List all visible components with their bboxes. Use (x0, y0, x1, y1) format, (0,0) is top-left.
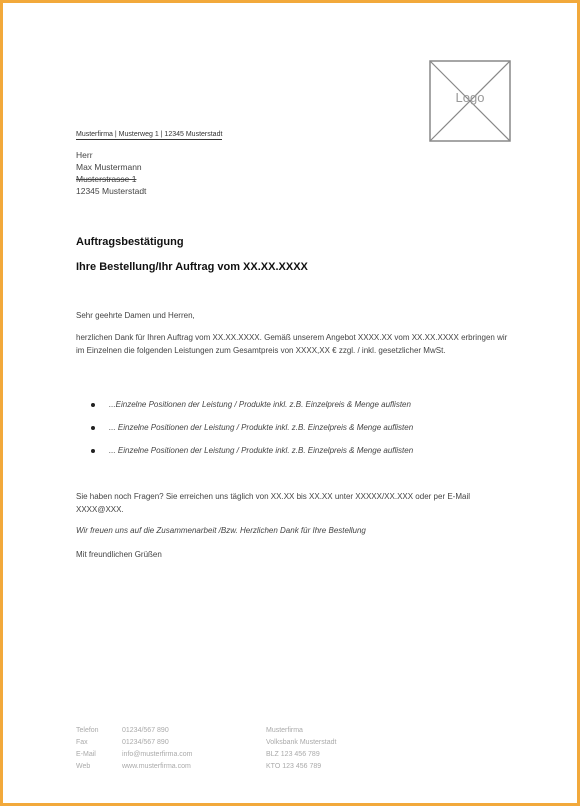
item-list (91, 400, 413, 469)
footer-label: E-Mail (76, 751, 96, 758)
footer-bank-line: Volksbank Musterstadt (266, 739, 337, 746)
footer-row (76, 737, 193, 749)
footer-value: 01234/567 890 (122, 739, 169, 746)
logo-text: Logo (455, 90, 485, 105)
list-item: ... Einzelne Positionen der Leistung / Produkte inkl. z.B. Einzelpreis & Menge auflisten (91, 423, 413, 446)
footer-contact (76, 725, 193, 773)
recipient-address (76, 149, 146, 197)
footer-label: Telefon (76, 727, 99, 734)
greeting: Sehr geehrte Damen und Herren, (76, 311, 195, 320)
body-paragraph: herzlichen Dank für Ihren Auftrag vom XX.XX.XXXX. Gemäß unserem Angebot XXXX.XX vom XX.XX.XXXX erbringen wir im Einzelnen die folgenden Leistungen zum Gesamtpreis von XXXX,XX € zzgl. / inkl. gesetzlicher MwSt. (76, 333, 508, 355)
recipient-city: 12345 Musterstadt (76, 186, 147, 196)
recipient-street: Musterstrasse 1 (76, 174, 137, 184)
footer-bank-line: BLZ 123 456 789 (266, 751, 320, 758)
thanks-line: Wir freuen uns auf die Zusammenarbeit /Bzw. Herzlichen Dank für Ihre Bestellung (76, 526, 366, 535)
footer-value: info@musterfirma.com (122, 751, 193, 758)
recipient-salutation: Herr (76, 150, 93, 160)
footer-bank-line: KTO 123 456 789 (266, 763, 322, 770)
footer-label: Web (76, 763, 91, 770)
footer-row (76, 725, 193, 737)
recipient-name: Max Mustermann (76, 162, 142, 172)
document-title: Auftragsbestätigung (76, 236, 184, 248)
footer-value: www.musterfirma.com (122, 763, 191, 770)
footer-row (76, 749, 193, 761)
list-item: ... Einzelne Positionen der Leistung / Produkte inkl. z.B. Einzelpreis & Menge auflisten (91, 446, 413, 469)
list-item: ...Einzelne Positionen der Leistung / Produkte inkl. z.B. Einzelpreis & Menge auflisten (91, 400, 413, 423)
footer-bank-line: Musterfirma (266, 727, 303, 734)
logo-placeholder (429, 60, 511, 142)
order-subtitle: Ihre Bestellung/Ihr Auftrag vom XX.XX.XXXX (76, 261, 308, 273)
sender-line: Musterfirma | Musterweg 1 | 12345 Musterstadt (76, 131, 223, 138)
footer-row (76, 761, 193, 773)
footer-label: Fax (76, 739, 88, 746)
footer-value: 01234/567 890 (122, 727, 169, 734)
closing-line: Mit freundlichen Grüßen (76, 550, 162, 559)
footer-bank (266, 725, 336, 773)
questions-paragraph: Sie haben noch Fragen? Sie erreichen uns täglich von XX.XX bis XX.XX unter XXXXX/XX.XXX oder per E-Mail XXXX@XXX. (76, 492, 470, 514)
